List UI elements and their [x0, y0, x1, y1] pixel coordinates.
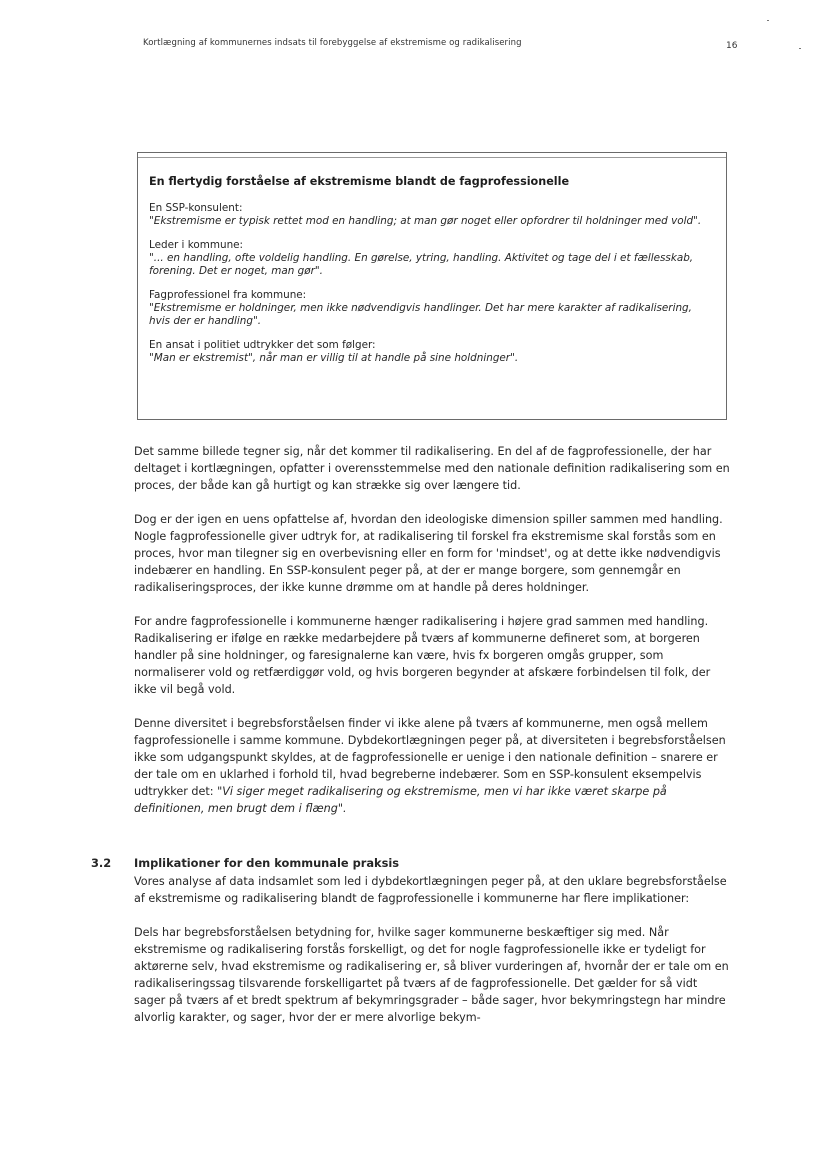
paragraph: For andre fagprofessionelle i kommunerne hænger radikalisering i højere grad sammen med handling. Radikalisering er ifølge en række medarbejdere på tværs af kommunerne defineret som, at borgeren handler på sine holdninger, og faresignalerne kan være, hvis fx borgeren omgås grupper, som normaliserer vold og retfærdiggør vold, og hvis borgeren begynder at afskære forbindelsen til folk, der ikke vil begå vold. [134, 615, 711, 696]
section-heading [91, 856, 731, 870]
quote-text: "Ekstremisme er holdninger, men ikke nødvendigvis handlinger. Det har mere karakter af radikalisering, hvis der er handling". [149, 302, 692, 327]
quote-text: "Man er ekstremist", når man er villig til at handle på sine holdninger". [149, 352, 519, 364]
quote-speaker: En SSP-konsulent: [149, 202, 243, 214]
scan-speck [767, 20, 769, 21]
box-top-rule [138, 157, 726, 158]
quote-speaker: En ansat i politiet udtrykker det som følger: [149, 339, 376, 351]
section-title: Implikationer for den kommunale praksis [134, 856, 400, 870]
quote-speaker: Fagprofessionel fra kommune: [149, 289, 307, 301]
inline-quote: "Vi siger meget radikalisering og ekstremisme, men vi har ikke været skarpe på definitionen, men brugt dem i flæng". [134, 785, 667, 815]
quote-block [149, 202, 716, 228]
paragraph [134, 715, 730, 817]
paragraph-text: Denne diversitet i begrebsforståelsen finder vi ikke alene på tværs af kommunerne, men også mellem fagprofessionelle i samme kommune. Dybdekortlægningen peger på, at diversiteten i begrebsforståelsen ikke som udgangspunkt skyldes, at de fagprofessionelle er uenige i den nationale definition – snarere er der tale om en uklarhed i forhold til, hvad begreberne indebærer. Som en SSP-konsulent eksempelvis udtrykker det: [134, 717, 726, 798]
quote-block [149, 339, 716, 365]
scan-speck [799, 48, 801, 49]
section-body [134, 873, 730, 1043]
quote-block [149, 239, 716, 278]
section-number: 3.2 [91, 856, 112, 870]
quote-text: "Ekstremisme er typisk rettet mod en handling; at man gør noget eller opfordrer til holdninger med vold". [149, 215, 702, 227]
page-number: 16 [726, 41, 738, 51]
quote-box [137, 152, 727, 420]
paragraph: Vores analyse af data indsamlet som led i dybdekortlægningen peger på, at den uklare begrebsforståelse af ekstremisme og radikalisering blandt de fagprofessionelle i kommunerne har flere implikationer: [134, 875, 727, 905]
quote-speaker: Leder i kommune: [149, 239, 244, 251]
quote-text: "... en handling, ofte voldelig handling. En gørelse, ytring, handling. Aktivitet og tage del i et fællesskab, forening. Det er noget, man gør". [149, 252, 694, 277]
running-header: Kortlægning af kommunernes indsats til forebyggelse af ekstremisme og radikalisering [143, 38, 522, 48]
box-title: En flertydig forståelse af ekstremisme blandt de fagprofessionelle [149, 175, 570, 188]
paragraph: Dels har begrebsforståelsen betydning for, hvilke sager kommunerne beskæftiger sig med. Når ekstremisme og radikalisering forstås forskelligt, og det for nogle fagprofessionelle ikke er tydeligt for aktørerne selv, hvad ekstremisme og radikalisering er, så bliver vurderingen af, hvornår der er tale om en radikaliseringssag tilsvarende forskelligartet på tværs af de fagprofessionelle. Det gælder for så vidt sager på tværs af et bredt spektrum af bekymringsgrader – både sager, hvor bekymringstegn har mindre alvorlig karakter, og sager, hvor der er mere alvorlige bekym- [134, 926, 729, 1024]
body-text [134, 443, 730, 834]
quote-block [149, 289, 716, 328]
paragraph: Dog er der igen en uens opfattelse af, hvordan den ideologiske dimension spiller sammen med handling. Nogle fagprofessionelle giver udtryk for, at radikalisering til forskel fra ekstremisme skal forstås som en proces, hvor man tilegner sig en overbevisning eller en form for 'mindset', og at dette ikke nødvendigvis indebærer en handling. En SSP-konsulent peger på, at der er mange borgere, som gennemgår en radikaliseringsproces, der ikke kunne drømme om at handle på deres holdninger. [134, 513, 723, 594]
paragraph: Det samme billede tegner sig, når det kommer til radikalisering. En del af de fagprofessionelle, der har deltaget i kortlægningen, opfatter i overensstemmelse med den nationale definition radikalisering som en proces, der både kan gå hurtigt og kan strække sig over længere tid. [134, 445, 730, 492]
